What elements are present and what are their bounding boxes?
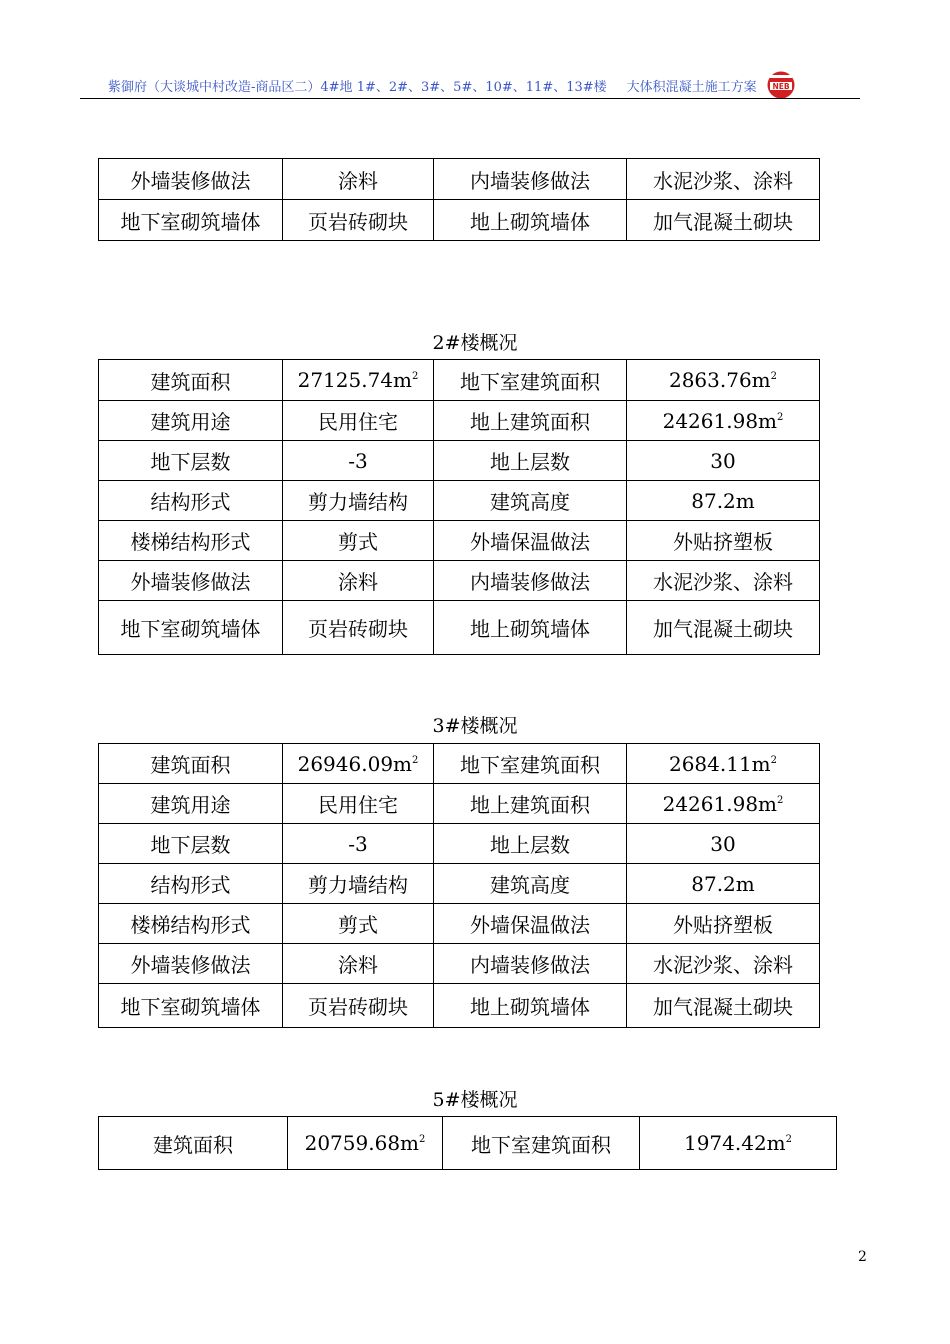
table-row bbox=[99, 944, 820, 984]
table-cell: -3 bbox=[283, 441, 434, 481]
section-title-building-5: 5#楼概况 bbox=[432, 1089, 518, 1111]
header-doc-title: 大体积混凝土施工方案 bbox=[626, 80, 757, 95]
table-row bbox=[99, 601, 820, 655]
table-cell: $24261.98m^2$ bbox=[627, 784, 820, 824]
table-cell: 楼梯结构形式 bbox=[99, 904, 283, 944]
table-cell: 加气混凝土砌块 bbox=[627, 200, 820, 241]
table-cell: 建筑面积 bbox=[99, 360, 283, 401]
table-row bbox=[99, 360, 820, 401]
table-cell: $2684.11m^2$ bbox=[627, 744, 820, 784]
table-cell: 外贴挤塑板 bbox=[627, 521, 820, 561]
table-cell: 建筑面积 bbox=[99, 744, 283, 784]
page-number: 2 bbox=[858, 1249, 867, 1265]
table-cell: 外墙装修做法 bbox=[99, 561, 283, 601]
table-row bbox=[99, 481, 820, 521]
table-cell: -3 bbox=[283, 824, 434, 864]
table-cell: 涂料 bbox=[283, 561, 434, 601]
table-row bbox=[99, 984, 820, 1028]
table-cell: 地下层数 bbox=[99, 441, 283, 481]
table-cell: 结构形式 bbox=[99, 864, 283, 904]
page-header bbox=[108, 79, 760, 97]
table-row bbox=[99, 521, 820, 561]
table-cell: 剪力墙结构 bbox=[283, 864, 434, 904]
table-cell: $20759.68m^2$ bbox=[288, 1117, 443, 1170]
table-cell: 外墙装修做法 bbox=[99, 159, 283, 200]
table-cell: 内墙装修做法 bbox=[434, 561, 627, 601]
table-cell: 30 bbox=[627, 824, 820, 864]
svg-text:NEB: NEB bbox=[772, 82, 790, 91]
table-cell: 地下室砌筑墙体 bbox=[99, 200, 283, 241]
table-cell: $27125.74m^2$ bbox=[283, 360, 434, 401]
table-cell: 外墙保温做法 bbox=[434, 521, 627, 561]
table-cell: $2863.76m^2$ bbox=[627, 360, 820, 401]
table-row bbox=[99, 744, 820, 784]
table-row bbox=[99, 159, 820, 200]
table-cell: 建筑用途 bbox=[99, 401, 283, 441]
company-logo-icon bbox=[766, 70, 796, 100]
table-cell: 外墙保温做法 bbox=[434, 904, 627, 944]
header-rule bbox=[80, 98, 860, 99]
table-cell: 地上砌筑墙体 bbox=[434, 200, 627, 241]
table-cell: 页岩砖砌块 bbox=[283, 984, 434, 1028]
table-cell: 地上层数 bbox=[434, 824, 627, 864]
table-row bbox=[99, 401, 820, 441]
table-cell: 水泥沙浆、涂料 bbox=[627, 944, 820, 984]
table-cell: 民用住宅 bbox=[283, 784, 434, 824]
table-cell: 加气混凝土砌块 bbox=[627, 984, 820, 1028]
table-cell: 87.2m bbox=[627, 864, 820, 904]
table-row bbox=[99, 904, 820, 944]
table-building-5 bbox=[98, 1116, 837, 1170]
table-cell: 水泥沙浆、涂料 bbox=[627, 159, 820, 200]
table-cell: 地下室砌筑墙体 bbox=[99, 601, 283, 655]
table-cell: 内墙装修做法 bbox=[434, 159, 627, 200]
table-cell: 加气混凝土砌块 bbox=[627, 601, 820, 655]
table-cell: 地下室建筑面积 bbox=[434, 744, 627, 784]
table-cell: 外墙装修做法 bbox=[99, 944, 283, 984]
header-project-title: 紫御府（大谈城中村改造-商品区二）4#地 1#、2#、3#、5#、10#、11#、13#楼 bbox=[108, 80, 607, 95]
table-cell: 水泥沙浆、涂料 bbox=[627, 561, 820, 601]
table-cell: 地上建筑面积 bbox=[434, 784, 627, 824]
table-row bbox=[99, 441, 820, 481]
table-cell: 地下室建筑面积 bbox=[443, 1117, 640, 1170]
table-cell: 地下室砌筑墙体 bbox=[99, 984, 283, 1028]
table-cell: 页岩砖砌块 bbox=[283, 200, 434, 241]
table-row bbox=[99, 784, 820, 824]
table-cell: 建筑高度 bbox=[434, 481, 627, 521]
table-cell: $1974.42m^2$ bbox=[640, 1117, 837, 1170]
table-cell: 页岩砖砌块 bbox=[283, 601, 434, 655]
table-row bbox=[99, 864, 820, 904]
table-cell: 地上层数 bbox=[434, 441, 627, 481]
table-cell: 建筑用途 bbox=[99, 784, 283, 824]
table-cell: 建筑面积 bbox=[99, 1117, 288, 1170]
table-row bbox=[99, 1117, 837, 1170]
table-cell: 地上建筑面积 bbox=[434, 401, 627, 441]
table-cell: 87.2m bbox=[627, 481, 820, 521]
table-cell: 内墙装修做法 bbox=[434, 944, 627, 984]
table-row bbox=[99, 200, 820, 241]
table-cell: $26946.09m^2$ bbox=[283, 744, 434, 784]
table-cell: 剪式 bbox=[283, 521, 434, 561]
table-row bbox=[99, 561, 820, 601]
table-cell: 外贴挤塑板 bbox=[627, 904, 820, 944]
table-cell: 剪式 bbox=[283, 904, 434, 944]
table-row bbox=[99, 824, 820, 864]
table-cell: 地下层数 bbox=[99, 824, 283, 864]
table-cell: 建筑高度 bbox=[434, 864, 627, 904]
table-building-2 bbox=[98, 359, 820, 655]
table-cell: 涂料 bbox=[283, 159, 434, 200]
table-continued bbox=[98, 158, 820, 241]
table-cell: 地下室建筑面积 bbox=[434, 360, 627, 401]
table-cell: 民用住宅 bbox=[283, 401, 434, 441]
table-building-3 bbox=[98, 743, 820, 1028]
table-cell: 地上砌筑墙体 bbox=[434, 601, 627, 655]
table-cell: 结构形式 bbox=[99, 481, 283, 521]
table-cell: 地上砌筑墙体 bbox=[434, 984, 627, 1028]
section-title-building-3: 3#楼概况 bbox=[432, 715, 518, 737]
table-cell: 涂料 bbox=[283, 944, 434, 984]
table-cell: $24261.98m^2$ bbox=[627, 401, 820, 441]
table-cell: 剪力墙结构 bbox=[283, 481, 434, 521]
table-cell: 楼梯结构形式 bbox=[99, 521, 283, 561]
section-title-building-2: 2#楼概况 bbox=[432, 332, 518, 354]
table-cell: 30 bbox=[627, 441, 820, 481]
